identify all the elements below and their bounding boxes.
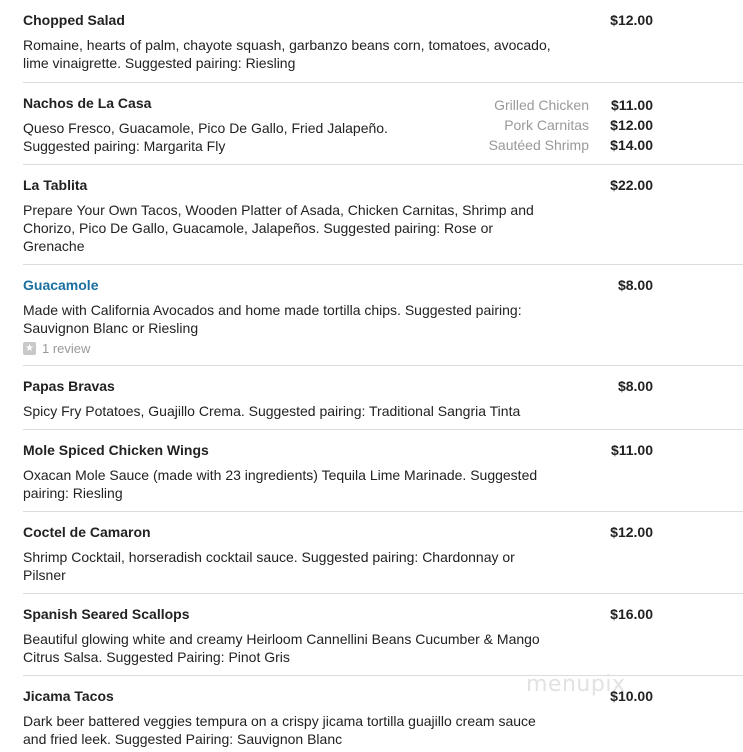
menu-item (23, 0, 743, 83)
price-option (489, 115, 653, 135)
item-price: $22.00 (610, 177, 653, 193)
option-name: Grilled Chicken (494, 97, 589, 113)
item-name: Nachos de La Casa (23, 95, 152, 111)
item-description: Dark beer battered veggies tempura on a crispy jicama tortilla guajillo cream sauce and fried leek. Suggested Pairing: Sauvignon Blanc (23, 713, 536, 747)
item-description: Spicy Fry Potatoes, Guajillo Crema. Suggested pairing: Traditional Sangria Tinta (23, 403, 521, 419)
review-link[interactable] (23, 341, 90, 356)
menu-item (23, 165, 743, 265)
menu-item (23, 594, 743, 676)
item-description: Prepare Your Own Tacos, Wooden Platter of Asada, Chicken Carnitas, Shrimp and Chorizo, Pico De Gallo, Guacamole, Jalapeños. Suggested pairing: Rose or Grenache (23, 202, 534, 254)
option-name: Sautéed Shrimp (488, 137, 589, 153)
item-description: Beautiful glowing white and creamy Heirloom Cannellini Beans Cucumber & Mango Citrus Salsa. Suggested Pairing: Pinot Gris (23, 631, 540, 665)
option-price: $14.00 (610, 137, 653, 153)
item-name-link[interactable]: Guacamole (23, 277, 99, 293)
option-price: $12.00 (610, 117, 653, 133)
item-price: $8.00 (617, 277, 653, 293)
item-description: Queso Fresco, Guacamole, Pico De Gallo, Fried Jalapeño. Suggested pairing: Margarita Fly (23, 120, 388, 154)
item-price: $12.00 (610, 524, 653, 540)
menu-item (23, 430, 743, 512)
item-name: Spanish Seared Scallops (23, 606, 190, 622)
watermark-logo: menupix (526, 672, 626, 697)
item-description: Shrimp Cocktail, horseradish cocktail sauce. Suggested pairing: Chardonnay or Pilsner (23, 549, 515, 583)
item-name: Mole Spiced Chicken Wings (23, 442, 209, 458)
item-price: $16.00 (610, 606, 653, 622)
price-option (489, 135, 653, 155)
menu-item (23, 512, 743, 594)
option-price: $11.00 (610, 97, 653, 113)
item-price: $8.00 (617, 378, 653, 394)
star-icon: ★ (23, 342, 36, 355)
item-description: Romaine, hearts of palm, chayote squash, garbanzo beans corn, tomatoes, avocado, lime vinaigrette. Suggested pairing: Riesling (23, 37, 551, 71)
price-option (489, 95, 653, 115)
item-description: Made with California Avocados and home made tortilla chips. Suggested pairing: Sauvignon Blanc or Riesling (23, 302, 522, 336)
item-description: Oxacan Mole Sauce (made with 23 ingredients) Tequila Lime Marinade. Suggested pairing: Riesling (23, 467, 538, 501)
item-name: Chopped Salad (23, 12, 125, 28)
menu-item (23, 366, 743, 430)
review-count: 1 review (42, 341, 91, 356)
item-price: $12.00 (610, 12, 653, 28)
menu-item (23, 265, 743, 366)
item-name: Jicama Tacos (23, 688, 114, 704)
option-name: Pork Carnitas (504, 117, 589, 133)
menu-item (23, 83, 743, 165)
menu-item (23, 676, 743, 752)
item-name: La Tablita (23, 177, 88, 193)
price-options (489, 95, 653, 155)
item-name: Papas Bravas (23, 378, 115, 394)
item-price: $10.00 (610, 688, 653, 704)
item-price: $11.00 (610, 442, 653, 458)
item-name: Coctel de Camaron (23, 524, 151, 540)
